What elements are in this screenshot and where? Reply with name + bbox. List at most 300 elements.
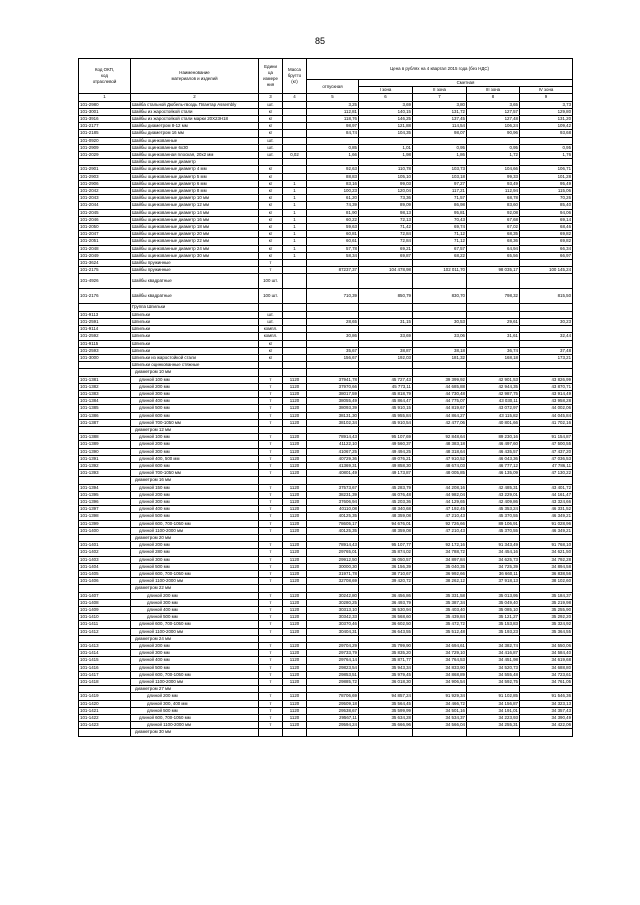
code-cell: 101-1415 (79, 657, 131, 664)
code-cell: 101-1397 (79, 506, 131, 513)
mass-cell: 1120 (283, 491, 307, 498)
name-cell: длиной 200 мм (131, 542, 259, 549)
code-cell: 101-1387 (79, 419, 131, 426)
zone1-price-cell (359, 326, 413, 333)
table-row (79, 470, 573, 477)
table-row (79, 707, 573, 714)
code-cell: 101-1409 (79, 607, 131, 614)
unit-cell: т (259, 707, 283, 714)
name-cell: диаметром 12 мм (131, 426, 259, 433)
zone4-price-cell: 46 349,21 (520, 513, 573, 520)
zone3-price-cell: 46 497,60 (467, 441, 520, 448)
table-row (79, 715, 573, 722)
zone1-price-cell: 1,98 (359, 152, 413, 159)
page-number: 85 (314, 36, 325, 46)
release-price-cell (307, 137, 359, 144)
zone2-price-cell (413, 260, 467, 267)
zone1-price-cell: 36 018,30 (359, 679, 413, 686)
table-row (79, 188, 573, 195)
code-cell: 101-3916 (79, 116, 131, 123)
zone3-price-cell: 34 454,16 (467, 549, 520, 556)
zone1-price-cell: 36 156,39 (359, 563, 413, 570)
zone4-price-cell: 91 546,36 (520, 693, 573, 700)
zone1-price-cell: 48 340,68 (359, 506, 413, 513)
unit-cell: т (259, 434, 283, 441)
table-row (79, 549, 573, 556)
zone1-price-cell: 110,78 (359, 166, 413, 173)
table-row (79, 405, 573, 412)
release-price-cell (307, 274, 359, 289)
unit-header-line: ца (268, 70, 273, 75)
name-header-line: Наименование (179, 70, 210, 75)
release-price-cell: 60,81 (307, 231, 359, 238)
name-cell: Шпильки (131, 340, 259, 347)
unit-cell: т (259, 470, 283, 477)
zone2-price-cell: 38 262,12 (413, 578, 467, 585)
code-cell: 101-1382 (79, 383, 131, 390)
zone2-price-cell: 34 466,72 (413, 700, 467, 707)
zone2-price-cell: 70,43 (413, 216, 467, 223)
zone2-price-cell: 34 729,10 (413, 650, 467, 657)
zone2-price-cell: 131,72 (413, 108, 467, 115)
zone3-price-cell: 93,49 (467, 180, 520, 187)
code-cell: 101-1394 (79, 484, 131, 491)
zone4-price-cell: 43 958,28 (520, 398, 573, 405)
mass-cell: 1 (283, 188, 307, 195)
zone1-price-cell: 36 530,94 (359, 607, 413, 614)
release-price-cell: 40729,36 (307, 455, 359, 462)
zone1-price-cell: 48 359,08 (359, 527, 413, 534)
name-cell: Шайбы оцинкованные диаметр 18 мм (131, 224, 259, 231)
price-title-header: Цена в рублях на 4 квартал 2015 года (без НДС) (307, 59, 573, 80)
unit-cell: т (259, 419, 283, 426)
name-cell: диаметром 27 мм (131, 686, 259, 693)
zone3-price-cell: 67,68 (467, 216, 520, 223)
table-row (79, 340, 573, 347)
release-price-cell: 38231,39 (307, 491, 359, 498)
mass-cell: 1120 (283, 643, 307, 650)
name-cell: длиной 300 мм (131, 599, 259, 606)
mass-cell (283, 108, 307, 115)
zone3-price-cell: 68,35 (467, 231, 520, 238)
unit-cell: кг (259, 108, 283, 115)
zone3-price-cell: 45 370,55 (467, 527, 520, 534)
name-cell: длиной 600, 700-1050 мм (131, 621, 259, 628)
zone1-price-cell: 45 203,36 (359, 498, 413, 505)
zone2-price-cell: 71,12 (413, 238, 467, 245)
table-row (79, 462, 573, 469)
zone2-price-cell: 47 210,43 (413, 513, 467, 520)
unit-cell (259, 534, 283, 541)
release-price-cell (307, 311, 359, 318)
table-row (79, 137, 573, 144)
mass-cell: 1120 (283, 563, 307, 570)
zone4-price-cell: 34 584,40 (520, 650, 573, 657)
zone1-price-cell (359, 686, 413, 693)
zone4-price-cell: 95,49 (520, 180, 573, 187)
release-price-cell: 78605,17 (307, 520, 359, 527)
zone2-price-cell: 35 403,40 (413, 607, 467, 614)
mass-cell: 1 (283, 202, 307, 209)
zone1-price-cell: 35 799,90 (359, 643, 413, 650)
zone2-price-cell: 33,06 (413, 333, 467, 340)
release-price-cell: 78706,69 (307, 693, 359, 700)
release-price-cell: 3,25 (307, 101, 359, 108)
zone4-price-cell (520, 340, 573, 347)
mass-cell (283, 354, 307, 361)
zone2-price-cell: 1,86 (413, 152, 467, 159)
zone2-price-cell: 97,27 (413, 180, 467, 187)
zone3-price-cell: 34 191,01 (467, 707, 520, 714)
zone3-price-cell: 92,08 (467, 209, 520, 216)
table-row (79, 693, 573, 700)
mass-cell: 1120 (283, 722, 307, 729)
zone3-price-cell: 34 223,93 (467, 715, 520, 722)
zone1-price-cell: 95 107,77 (359, 542, 413, 549)
name-cell: длиной 700-1050 мм (131, 419, 259, 426)
table-row (79, 195, 573, 202)
mass-cell: 1120 (283, 398, 307, 405)
name-cell: длиной 300 мм (131, 498, 259, 505)
zone2-price-cell: 30,53 (413, 318, 467, 325)
release-price-cell: 29765,01 (307, 549, 359, 556)
zone4-price-cell: 32,44 (520, 333, 573, 340)
zone3-price-cell: 91 102,85 (467, 693, 520, 700)
zone4-price-cell: 44 045,84 (520, 412, 573, 419)
zone1-price-cell: 94 857,24 (359, 693, 413, 700)
zone1-price-cell (359, 260, 413, 267)
zone3-price-cell: 46 135,09 (467, 470, 520, 477)
release-price-cell: 61,20 (307, 195, 359, 202)
mass-cell (283, 426, 307, 433)
zone3-price-cell (467, 369, 520, 376)
table-row (79, 729, 573, 736)
zone3-price-cell: 89 106,91 (467, 520, 520, 527)
code-cell: 101-1423 (79, 722, 131, 729)
zone3-price-cell: 42 944,35 (467, 383, 520, 390)
code-cell: 101-1401 (79, 542, 131, 549)
code-cell: 101-1411 (79, 621, 131, 628)
table-row (79, 245, 573, 252)
name-cell: длиной 150 мм (131, 484, 259, 491)
unit-cell: т (259, 671, 283, 678)
table-row (79, 108, 573, 115)
table-row (79, 159, 573, 166)
table-row (79, 354, 573, 361)
mass-cell: 0,02 (283, 152, 307, 159)
zone1-price-cell: 49 494,25 (359, 448, 413, 455)
name-cell: длиной 400 мм (131, 506, 259, 513)
code-cell: 101-1412 (79, 628, 131, 635)
table-row (79, 441, 573, 448)
table-row (79, 304, 573, 311)
zone4-price-cell: 91 768,10 (520, 542, 573, 549)
code-cell: 101-1399 (79, 520, 131, 527)
unit-cell: т (259, 520, 283, 527)
zone4-price-cell (520, 304, 573, 311)
code-cell: 101-1389 (79, 441, 131, 448)
col-num: 9 (520, 94, 573, 101)
unit-cell: кг (259, 231, 283, 238)
col-num: 1 (79, 94, 131, 101)
mass-cell: 1120 (283, 679, 307, 686)
zone4-price-cell (520, 534, 573, 541)
zone4-price-cell: 37,48 (520, 347, 573, 354)
release-price-cell: 30280,25 (307, 599, 359, 606)
table-row (79, 484, 573, 491)
zone1-price-cell: 104 478,98 (359, 267, 413, 274)
unit-cell: т (259, 527, 283, 534)
mass-cell (283, 729, 307, 736)
zone4-price-cell: 41 702,16 (520, 419, 573, 426)
zone2-price-cell: 48 383,18 (413, 441, 467, 448)
code-cell: 101-2048 (79, 245, 131, 252)
zone2-price-cell: 103,18 (413, 173, 467, 180)
zone3-price-cell: 0,95 (467, 144, 520, 151)
release-price-cell: 29704,29 (307, 643, 359, 650)
table-row (79, 209, 573, 216)
code-cell: 101-2045 (79, 209, 131, 216)
table-header (79, 59, 573, 102)
zone2-price-cell: 44 982,04 (413, 491, 467, 498)
release-price-cell: 37941,78 (307, 376, 359, 383)
zone4-price-cell: 43 324,66 (520, 498, 573, 505)
zone4-price-cell (520, 137, 573, 144)
name-cell: Шпильки (131, 311, 259, 318)
zone2-price-cell: 114,54 (413, 123, 467, 130)
zone4-price-cell: 815,50 (520, 289, 573, 304)
release-price-cell: 41369,31 (307, 462, 359, 469)
unit-cell: т (259, 700, 283, 707)
zone4-price-cell: 46 349,21 (520, 527, 573, 534)
table-row (79, 252, 573, 259)
name-cell: Шайбы оцинкованные диаметр 6 мм (131, 180, 259, 187)
unit-cell: т (259, 650, 283, 657)
table-row (79, 614, 573, 621)
code-cell: 101-1403 (79, 556, 131, 563)
release-price-cell: 40125,35 (307, 513, 359, 520)
mass-cell: 1120 (283, 383, 307, 390)
release-price-cell: 92,63 (307, 166, 359, 173)
table-body (79, 101, 573, 736)
zone1-price-cell (359, 340, 413, 347)
zone3-price-cell: 68,36 (467, 238, 520, 245)
unit-cell (259, 426, 283, 433)
release-price-cell: 30,86 (307, 333, 359, 340)
col-num: 3 (259, 94, 283, 101)
zone4-price-cell: 47 786,11 (520, 462, 573, 469)
zone3-price-cell: 29,61 (467, 318, 520, 325)
release-price-cell: 29853,51 (307, 671, 359, 678)
zone2-price-cell: 34 501,16 (413, 707, 467, 714)
name-cell: длиной 100 мм (131, 376, 259, 383)
zone2-price-cell (413, 729, 467, 736)
zone3-price-cell (467, 477, 520, 484)
unit-cell (259, 477, 283, 484)
release-price-cell: 30370,46 (307, 621, 359, 628)
zone1-price-cell: 192,03 (359, 354, 413, 361)
zone2-price-cell (413, 274, 467, 289)
zone2-price-cell: 68,22 (413, 252, 467, 259)
zone3-price-cell: 35 013,95 (467, 592, 520, 599)
name-header-line: материалов и изделий (171, 76, 218, 82)
code-cell: 101-1417 (79, 671, 131, 678)
name-cell: длиной 300 мм (131, 650, 259, 657)
code-cell: 101-1391 (79, 455, 131, 462)
table-row (79, 700, 573, 707)
mass-cell (283, 289, 307, 304)
zone2-price-cell: 3,80 (413, 101, 467, 108)
zone1-price-cell: 39 420,72 (359, 578, 413, 585)
zone2-price-cell (413, 477, 467, 484)
table-row (79, 173, 573, 180)
zone2-price-cell: 34 764,53 (413, 657, 467, 664)
unit-cell: компл. (259, 326, 283, 333)
code-cell: 101-2591 (79, 318, 131, 325)
release-price-cell: 38131,30 (307, 412, 359, 419)
zone1-price-cell: 35 943,34 (359, 664, 413, 671)
zone2-price-cell: 34 534,37 (413, 715, 467, 722)
table-row (79, 571, 573, 578)
zone3-price-cell: 1,72 (467, 152, 520, 159)
mass-cell: 1120 (283, 405, 307, 412)
mass-cell (283, 166, 307, 173)
mass-cell: 1120 (283, 621, 307, 628)
table-row (79, 231, 573, 238)
name-cell: длиной 600, 700-1050 мм (131, 520, 259, 527)
zone1-price-cell: 69,21 (359, 245, 413, 252)
release-price-cell: 41122,10 (307, 441, 359, 448)
name-cell: длиной 600 мм (131, 462, 259, 469)
code-cell (79, 729, 131, 736)
zone3-price-cell: 34 625,73 (467, 556, 520, 563)
zone4-price-cell: 47 130,22 (520, 470, 573, 477)
zone1-price-cell: 49 076,21 (359, 455, 413, 462)
code-cell: 101-1381 (79, 376, 131, 383)
mass-cell: 1 (283, 209, 307, 216)
table-row (79, 650, 573, 657)
code-cell: 101-1402 (79, 549, 131, 556)
mass-cell: 1120 (283, 506, 307, 513)
unit-cell: кг (259, 354, 283, 361)
release-price-cell: 37606,94 (307, 498, 359, 505)
name-cell: диаметром 24 мм (131, 635, 259, 642)
zone4-price-cell: 85,40 (520, 202, 573, 209)
table-row (79, 152, 573, 159)
name-cell: Шайбы оцинкованные диаметр 30 мм (131, 252, 259, 259)
zone4-price-cell: 131,20 (520, 116, 573, 123)
unit-cell: т (259, 542, 283, 549)
zone2-price-cell (413, 326, 467, 333)
name-cell: длиной 300 мм (131, 390, 259, 397)
name-cell: длиной 200 мм (131, 383, 259, 390)
name-cell: Шайбы квадратные (131, 274, 259, 289)
release-price-cell: 32708,69 (307, 578, 359, 585)
name-cell: Группа Шпильки (131, 304, 259, 311)
release-price-cell: 40110,08 (307, 506, 359, 513)
release-price-cell: 35,67 (307, 347, 359, 354)
name-cell: длиной 200 мм (131, 592, 259, 599)
mass-cell (283, 173, 307, 180)
mass-cell (283, 123, 307, 130)
zone3-price-cell: 46 777,12 (467, 462, 520, 469)
column-numbers-row (79, 94, 573, 101)
name-cell: Шайбы оцинкованные 6х30 (131, 144, 259, 151)
mass-cell: 1120 (283, 520, 307, 527)
zone2-price-cell: 35 512,48 (413, 628, 467, 635)
zone4-price-cell: 47 437,20 (520, 448, 573, 455)
release-price-cell (307, 340, 359, 347)
table-row (79, 520, 573, 527)
mass-cell: 1120 (283, 462, 307, 469)
zone1-price-cell: 72,84 (359, 238, 413, 245)
zone1-price-cell: 45 773,11 (359, 383, 413, 390)
mass-cell: 1120 (283, 527, 307, 534)
release-price-cell: 60,22 (307, 216, 359, 223)
unit-cell: шт. (259, 144, 283, 151)
mass-cell: 1120 (283, 390, 307, 397)
zone1-price-cell: 45 864,47 (359, 398, 413, 405)
name-cell: длиной 100 мм (131, 434, 259, 441)
zone1-price-cell: 45 283,79 (359, 484, 413, 491)
mass-cell: 1120 (283, 455, 307, 462)
zone1-price-cell: 33,69 (359, 333, 413, 340)
name-cell: диаметром 30 мм (131, 729, 259, 736)
zone4-price-cell: 34 390,49 (520, 715, 573, 722)
zone3-price-cell: 34 725,39 (467, 563, 520, 570)
code-cell: 101-2177 (79, 123, 131, 130)
zone4-price-cell: 44 002,06 (520, 405, 573, 412)
table-row (79, 542, 573, 549)
unit-header-line: Едини (264, 63, 277, 69)
code-cell: 101-1393 (79, 470, 131, 477)
zone1-price-cell: 35 874,02 (359, 549, 413, 556)
zone4-price-cell: 100 145,24 (520, 267, 573, 274)
code-cell: 101-1395 (79, 491, 131, 498)
zone1-price-cell (359, 729, 413, 736)
zone3-price-cell: 127,57 (467, 108, 520, 115)
release-price-cell: 60,61 (307, 238, 359, 245)
unit-cell: кг (259, 224, 283, 231)
unit-cell: т (259, 722, 283, 729)
unit-cell: т (259, 491, 283, 498)
zone1-price-cell (359, 477, 413, 484)
mass-cell: 1120 (283, 571, 307, 578)
zone3-price-cell: 35 193,23 (467, 628, 520, 635)
mass-cell: 1 (283, 252, 307, 259)
zone1-price-cell: 95 107,69 (359, 434, 413, 441)
name-cell: Шайбы из жаростойкой стали (131, 108, 259, 115)
release-price-cell: 29594,24 (307, 722, 359, 729)
table-row (79, 267, 573, 274)
zone4-price-cell: 3,73 (520, 101, 573, 108)
table-row (79, 491, 573, 498)
zone2-price-cell: 44 208,16 (413, 484, 467, 491)
name-cell: длиной 600, 700-1050 мм (131, 671, 259, 678)
unit-header (259, 59, 283, 94)
mass-cell: 1 (283, 238, 307, 245)
zone2-price-cell: 69,74 (413, 224, 467, 231)
release-price-cell: 30242,80 (307, 592, 359, 599)
unit-cell (259, 635, 283, 642)
unit-cell: т (259, 614, 283, 621)
table-row (79, 326, 573, 333)
table-row (79, 116, 573, 123)
code-cell: 101-9113 (79, 311, 131, 318)
table-row (79, 635, 573, 642)
zone2-price-cell (413, 426, 467, 433)
name-cell: длиной 500 мм (131, 664, 259, 671)
